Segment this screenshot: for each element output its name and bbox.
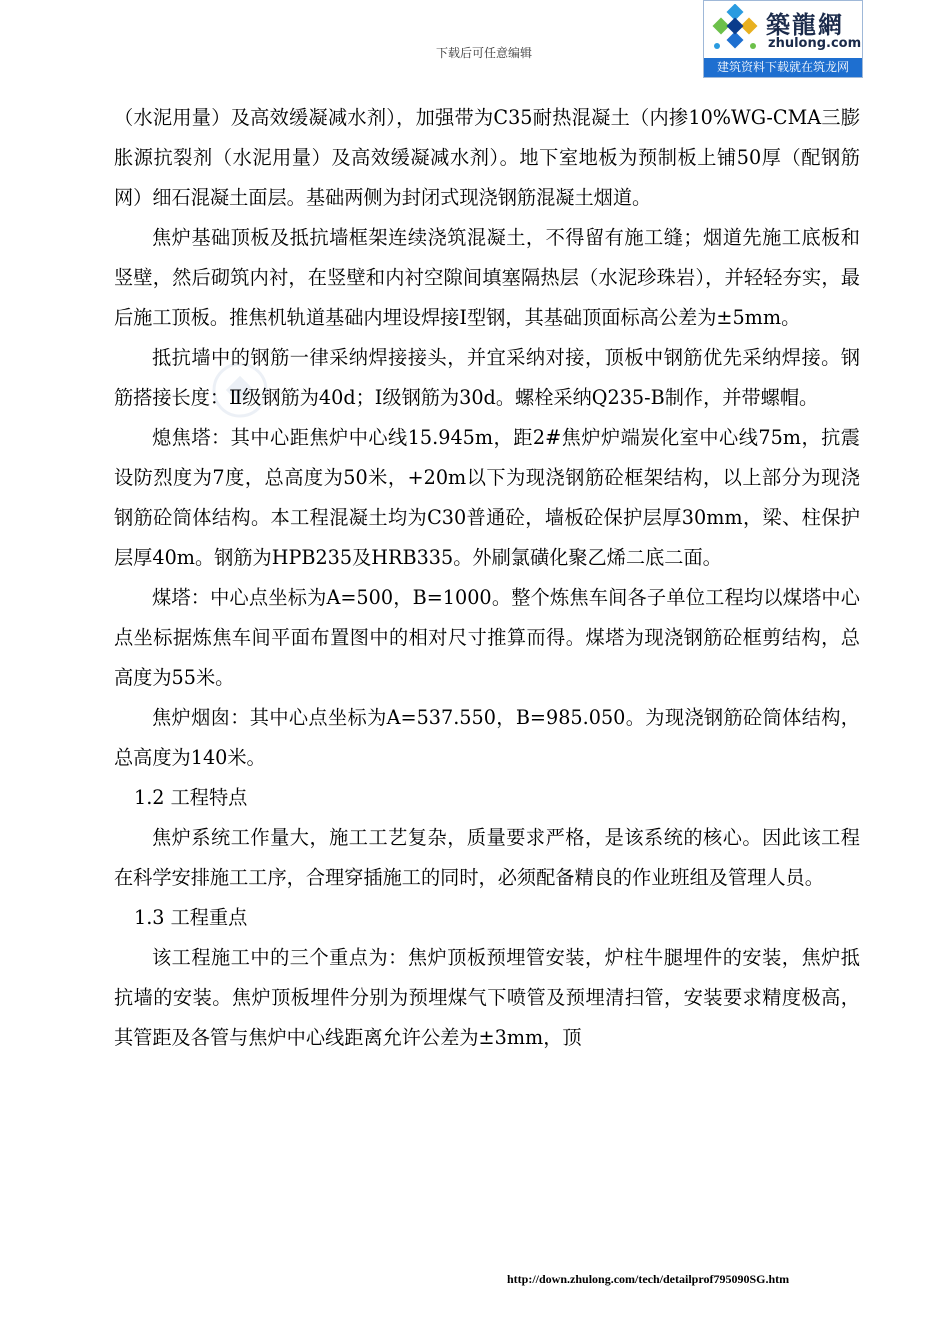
logo-slogan: 建筑资料下载就在筑龙网	[704, 58, 862, 77]
section-heading-1-2: 1.2 工程特点	[134, 786, 248, 809]
section-heading-1-3: 1.3 工程重点	[134, 906, 248, 929]
logo-mark-icon	[707, 4, 763, 56]
logo-brand-en: zhulong.com	[768, 36, 862, 51]
paragraph-1: （水泥用量）及高效缓凝减水剂），加强带为C35耐热混凝土（内掺10%WG-CMA三膨胀源抗裂剂（水泥用量）及高效缓凝减水剂）。地下室地板为预制板上铺50厚（配钢筋网）细石混凝土面层。基础两侧为封闭式现浇钢筋混凝土烟道。	[114, 106, 860, 209]
header-note: 下载后可任意编辑	[436, 46, 533, 60]
paragraph-2: 焦炉基础顶板及抵抗墙框架连续浇筑混凝土，不得留有施工缝；烟道先施工底板和竖壁，然后砌筑内衬，在竖壁和内衬空隙间填塞隔热层（水泥珍珠岩），并轻轻夯实，最后施工顶板。推焦机轨道基础内埋设焊接Ⅰ型钢，其基础顶面标高公差为±5mm。	[114, 226, 860, 329]
paragraph-8: 该工程施工中的三个重点为：焦炉顶板预埋管安装，炉柱牛腿埋件的安装，焦炉抵抗墙的安装。焦炉顶板埋件分别为预埋煤气下喷管及预埋清扫管，安装要求精度极高，其管距及各管与焦炉中心线距离允许公差为±3mm，顶	[114, 946, 860, 1049]
paragraph-3: 抵抗墙中的钢筋一律采纳焊接接头，并宜采纳对接，顶板中钢筋优先采纳焊接。钢筋搭接长度：Ⅱ级钢筋为40d；Ⅰ级钢筋为30d。螺栓采纳Q235-B制作，并带螺帽。	[114, 346, 860, 409]
paragraph-7: 焦炉系统工作量大，施工工艺复杂，质量要求严格，是该系统的核心。因此该工程在科学安排施工工序，合理穿插施工的同时，必须配备精良的作业班组及管理人员。	[114, 826, 860, 889]
paragraph-4: 熄焦塔：其中心距焦炉中心线15.945m，距2#焦炉炉端炭化室中心线75m，抗震设防烈度为7度，总高度为50米，+20m以下为现浇钢筋砼框架结构，以上部分为现浇钢筋砼筒体结构。本工程混凝土均为C30普通砼，墙板砼保护层厚30mm，梁、柱保护层厚40m。钢筋为HPB235及HRB335。外刷氯磺化聚乙烯二底二面。	[114, 426, 860, 569]
logo-brand-cn: 築龍網	[766, 10, 844, 39]
paragraph-5: 煤塔：中心点坐标为A=500，B=1000。整个炼焦车间各子单位工程均以煤塔中心点坐标据炼焦车间平面布置图中的相对尺寸推算而得。煤塔为现浇钢筋砼框剪结构，总高度为55米。	[114, 586, 860, 689]
footer-url-link[interactable]: http://down.zhulong.com/tech/detailprof795090SG.htm	[507, 1272, 790, 1286]
zhulong-logo[interactable]	[703, 0, 863, 78]
paragraph-6: 焦炉烟囱：其中心点坐标为A=537.550，B=985.050。为现浇钢筋砼筒体结构，总高度为140米。	[114, 706, 860, 769]
document-body	[114, 98, 860, 1058]
